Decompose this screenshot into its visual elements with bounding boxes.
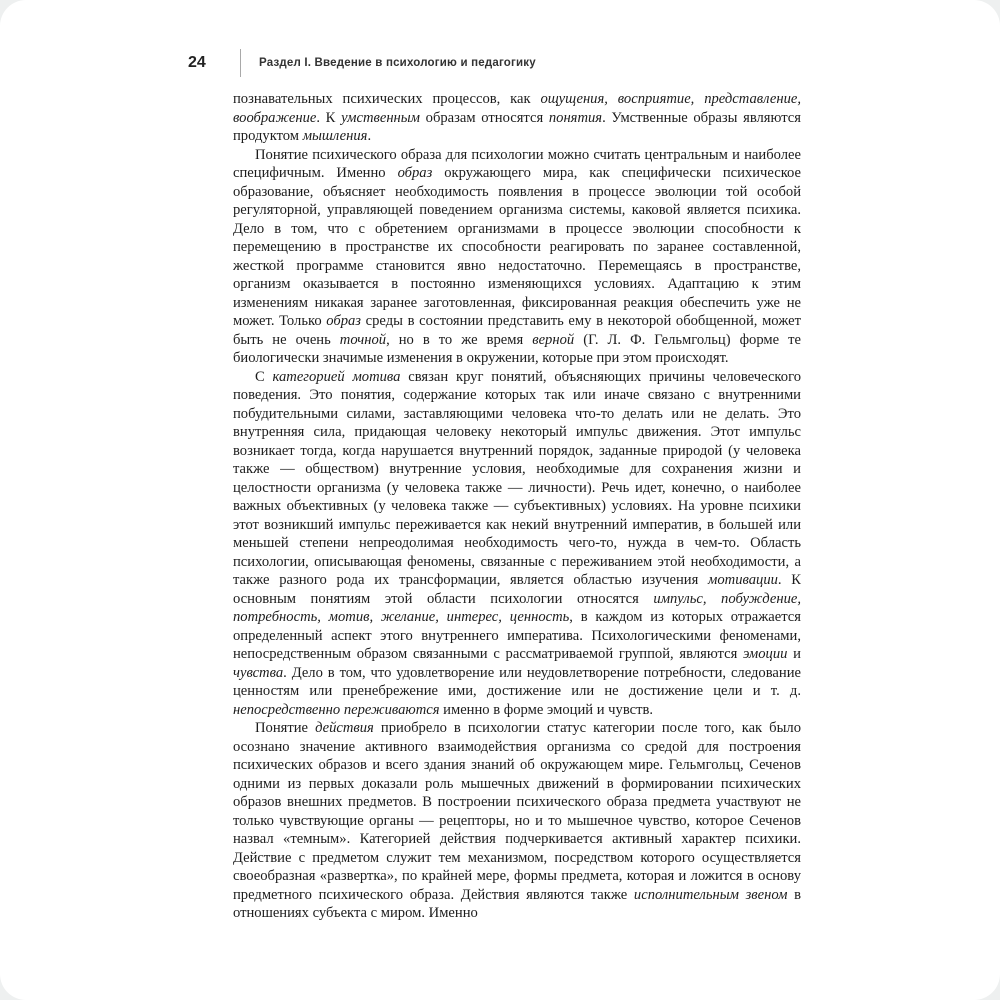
- italic-text-run: точной: [339, 331, 387, 348]
- text-run: познавательных психических процессов, как: [233, 91, 541, 107]
- text-run: и: [787, 646, 801, 662]
- paragraph: [233, 368, 801, 720]
- italic-text-run: импульс, побуждение, потребность, мотив, желание, интерес, ценность: [233, 590, 801, 625]
- italic-text-run: образ: [326, 313, 361, 329]
- italic-text-run: образ: [397, 165, 433, 181]
- italic-text-run: действия: [315, 720, 374, 736]
- page-number: 24: [188, 54, 206, 71]
- italic-text-run: ощущения, восприятие, представление, воображение: [233, 91, 801, 126]
- italic-text-run: исполнительным звеном: [633, 886, 788, 903]
- italic-text-run: мотивации: [708, 572, 778, 588]
- text-run: среды в состоянии представить ему в некоторой обобщенной, может быть не очень: [233, 313, 801, 348]
- text-run: в отношениях субъекта с миром. Именно: [233, 886, 802, 921]
- text-run: . К: [316, 109, 342, 126]
- italic-text-run: верной: [532, 331, 575, 348]
- italic-text-run: чувства: [233, 664, 284, 681]
- text-run: . Дело в том, что удовлетворение или неудовлетворение потребности, следование ценностям или пренебрежение ими, достижение или не достижение цели и т. д.: [233, 664, 801, 699]
- italic-text-run: непосредственно переживаются: [233, 701, 440, 718]
- text-run: Понятие психического образа для психологии можно считать центральным и наиболее специфичным. Именно: [233, 146, 801, 181]
- italic-text-run: категорией мотива: [272, 368, 401, 385]
- body-text: [233, 90, 801, 923]
- text-run: , но в то же время: [386, 331, 533, 348]
- header-divider: [240, 49, 241, 77]
- text-run: (Г. Л. Ф. Гельмгольц) форме те биологически значимые изменения в окружении, которые при этом происходят.: [233, 331, 802, 366]
- text-run: Понятие: [255, 720, 316, 736]
- text-run: окружающего мира, как специфически психическое образование, объясняет необходимость появления в процессе эволюции той особой регуляторной, управляющей поведением организма системы, каковой является психика. Дело в том, что с обретением организмами в процессе эволюции способности к перемещению в пространстве их способности реагировать по заранее составленной, жесткой программе становится явно недостаточно. Перемещаясь в пространстве, организм оказывается в постоянно изменяющихся условиях. Адаптацию к этим изменениям никакая заранее заготовленная, фиксированная реакция обеспечить уже не может. Только: [233, 165, 801, 329]
- italic-text-run: мышления: [302, 128, 368, 144]
- paragraph: [233, 146, 801, 368]
- running-header: [188, 48, 536, 78]
- text-run: . Умственные образы являются продуктом: [233, 109, 801, 144]
- text-run: . К основным понятиям этой области психологии относятся: [233, 572, 802, 607]
- text-run: , в каждом из которых отражается определенный аспект этого внутреннего императива. Психологическими феноменами, непосредственным образом связанными с рассматриваемой группой, являются: [233, 609, 801, 662]
- paragraph: [233, 90, 801, 146]
- paragraph: [233, 719, 801, 923]
- italic-text-run: умственным: [341, 109, 420, 126]
- text-run: С: [255, 368, 273, 385]
- italic-text-run: эмоции: [743, 646, 788, 662]
- text-run: именно в форме эмоций и чувств.: [439, 701, 654, 718]
- text-run: .: [367, 128, 372, 144]
- italic-text-run: понятия: [548, 109, 603, 126]
- chapter-header: Раздел I. Введение в психологию и педагогику: [259, 57, 536, 69]
- text-run: связан круг понятий, объясняющих причины человеческого поведения. Это понятия, содержание которых так или иначе связано с внутренними побудительными силами, заставляющими человека что-то делать или не делать. Это внутренняя сила, придающая человеку некоторый импульс движения. Этот импульс возникает тогда, когда нарушается внутренний порядок, заданные природой (у человека также — обществом) внутренние условия, необходимые для сохранения жизни и целостности организма (у человека также — личности). Речь идет, конечно, о наиболее важных объективных (у человека также — субъективных) условиях. На уровне психики этот возникший импульс переживается как некий внутренний императив, в большей или меньшей степени непреодолимая необходимость чего-то, нужда в чем-то. Область психологии, описывающая феномены, связанные с переживанием этой необходимости, а также разного рода их трансформации, является областью изучения: [233, 368, 801, 588]
- text-run: образам относятся: [420, 109, 549, 126]
- text-run: приобрело в психологии статус категории после того, как было осознано значение активного взаимодействия организма со средой для построения психических образов и всего здания знаний об окружающем мире. Гельмгольц, Сеченов одними из первых доказали роль мышечных движений в формировании психических образов внешних предметов. В построении психического образа предмета участвуют не только чувствующие органы — рецепторы, но и то мышечное чувство, которое Сеченов назвал «темным». Категорией действия подчеркивается активный характер психики. Действие с предметом служит тем механизмом, посредством которого осуществляется своеобразная «развертка», по крайней мере, формы предмета, которая и ложится в основу предметного психического образа. Действия являются также: [233, 720, 801, 903]
